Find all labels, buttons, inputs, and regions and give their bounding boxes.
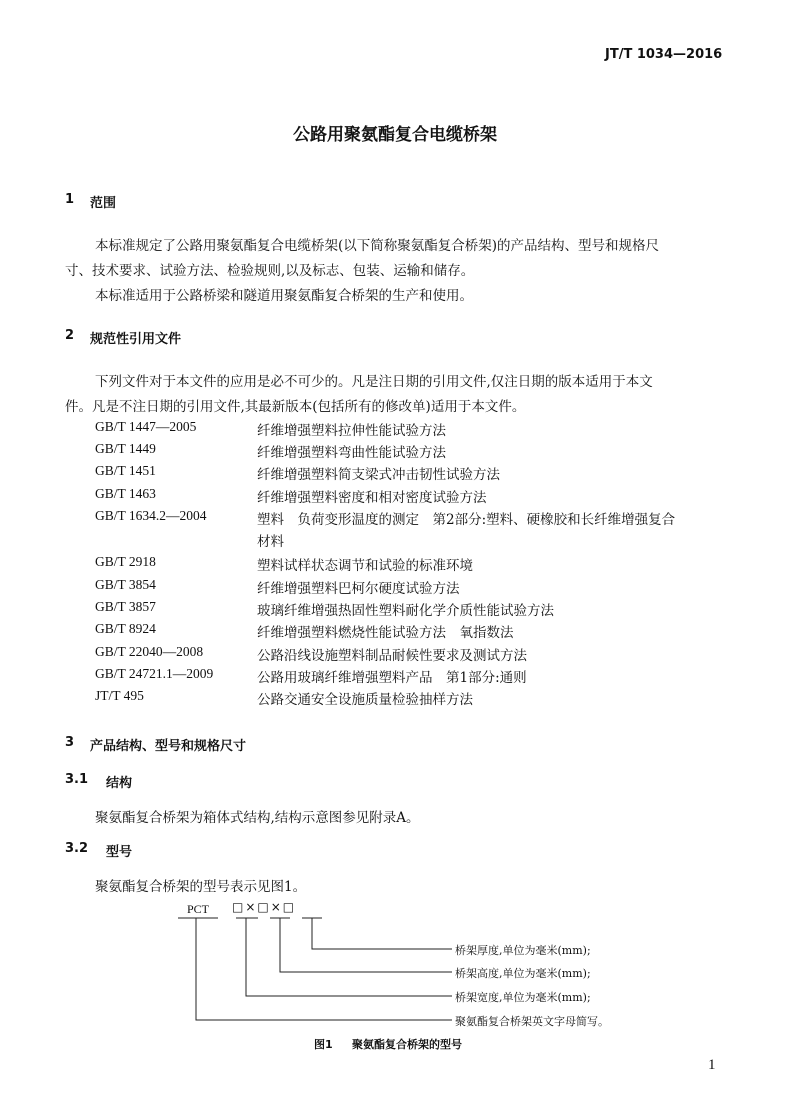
section-1-number: 1 (65, 192, 75, 207)
ref-title: 纤维增强塑料拉伸性能试验方法 (257, 423, 446, 439)
figure-caption-number: 图1 (314, 1038, 333, 1051)
section-2-number: 2 (65, 328, 75, 343)
section-1-paragraph-2: 本标准适用于公路桥梁和隧道用聚氨酯复合桥架的生产和使用。 (95, 288, 473, 304)
ref-title: 纤维增强塑料巴柯尔硬度试验方法 (257, 581, 460, 597)
section-3-2-text: 聚氨酯复合桥架的型号表示见图1。 (95, 879, 307, 895)
document-title: 公路用聚氨酯复合电缆桥架 (293, 125, 497, 145)
ref-code: GB/T 2918 (95, 554, 156, 569)
ref-code: GB/T 3857 (95, 599, 156, 614)
section-3-number: 3 (65, 735, 75, 750)
ref-code: GB/T 22040—2008 (95, 644, 204, 659)
label-thickness: 桥架厚度,单位为毫米(mm); (455, 944, 591, 957)
section-3-1-number: 3.1 (65, 772, 89, 787)
ref-code: GB/T 1634.2—2004 (95, 508, 207, 523)
ref-title: 公路用玻璃纤维增强塑料产品 第1部分:通则 (257, 670, 527, 686)
ref-code: GB/T 24721.1—2009 (95, 666, 214, 681)
height-leader-line (280, 918, 452, 972)
ref-code: GB/T 1447—2005 (95, 419, 197, 434)
ref-title: 塑料 负荷变形温度的测定 第2部分:塑料、硬橡胶和长纤维增强复合 (257, 512, 676, 528)
ref-code: GB/T 1449 (95, 441, 156, 456)
section-2-intro-line-2: 件。凡是不注日期的引用文件,其最新版本(包括所有的修改单)适用于本文件。 (65, 399, 526, 415)
ref-code: GB/T 1463 (95, 486, 156, 501)
ref-code: GB/T 3854 (95, 577, 156, 592)
ref-title-continuation: 材料 (257, 534, 284, 550)
label-prefix: 聚氨酯复合桥架英文字母简写。 (455, 1015, 609, 1028)
figure-caption-text: 聚氨酯复合桥架的型号 (352, 1038, 462, 1051)
ref-title: 玻璃纤维增强热固性塑料耐化学介质性能试验方法 (257, 603, 554, 619)
ref-title: 纤维增强塑料燃烧性能试验方法 氧指数法 (257, 625, 514, 641)
page-number: 1 (708, 1057, 716, 1073)
thickness-leader-line (312, 918, 452, 949)
ref-title: 纤维增强塑料密度和相对密度试验方法 (257, 490, 487, 506)
section-3-heading: 产品结构、型号和规格尺寸 (90, 739, 247, 754)
section-2-intro-line-1: 下列文件对于本文件的应用是必不可少的。凡是注日期的引用文件,仅注日期的版本适用于本文 (95, 374, 653, 390)
section-3-2-number: 3.2 (65, 841, 89, 856)
ref-code: GB/T 8924 (95, 621, 156, 636)
ref-code: JT/T 495 (95, 688, 144, 703)
section-1-heading: 范围 (90, 196, 117, 211)
section-3-1-text: 聚氨酯复合桥架为箱体式结构,结构示意图参见附录A。 (95, 810, 420, 826)
section-3-2-heading: 型号 (106, 845, 133, 860)
label-height: 桥架高度,单位为毫米(mm); (455, 967, 591, 980)
model-pattern: □×□×□ (232, 900, 297, 914)
ref-code: GB/T 1451 (95, 463, 156, 478)
label-width: 桥架宽度,单位为毫米(mm); (455, 991, 591, 1004)
prefix-leader-line (196, 918, 452, 1020)
section-2-heading: 规范性引用文件 (90, 332, 182, 347)
model-prefix: PCT (187, 902, 210, 916)
section-1-paragraph-1-line-1: 本标准规定了公路用聚氨酯复合电缆桥架(以下简称聚氨酯复合桥架)的产品结构、型号和规格尺 (95, 238, 660, 254)
ref-title: 纤维增强塑料弯曲性能试验方法 (257, 445, 446, 461)
ref-title: 塑料试样状态调节和试验的标准环境 (257, 558, 473, 574)
width-leader-line (246, 918, 452, 996)
ref-title: 纤维增强塑料简支梁式冲击韧性试验方法 (257, 467, 500, 483)
ref-title: 公路沿线设施塑料制品耐候性要求及测试方法 (257, 648, 527, 664)
section-3-1-heading: 结构 (106, 776, 133, 791)
ref-title: 公路交通安全设施质量检验抽样方法 (257, 692, 473, 708)
section-1-paragraph-1-line-2: 寸、技术要求、试验方法、检验规则,以及标志、包装、运输和储存。 (65, 263, 475, 279)
standard-code: JT/T 1034—2016 (605, 47, 723, 62)
